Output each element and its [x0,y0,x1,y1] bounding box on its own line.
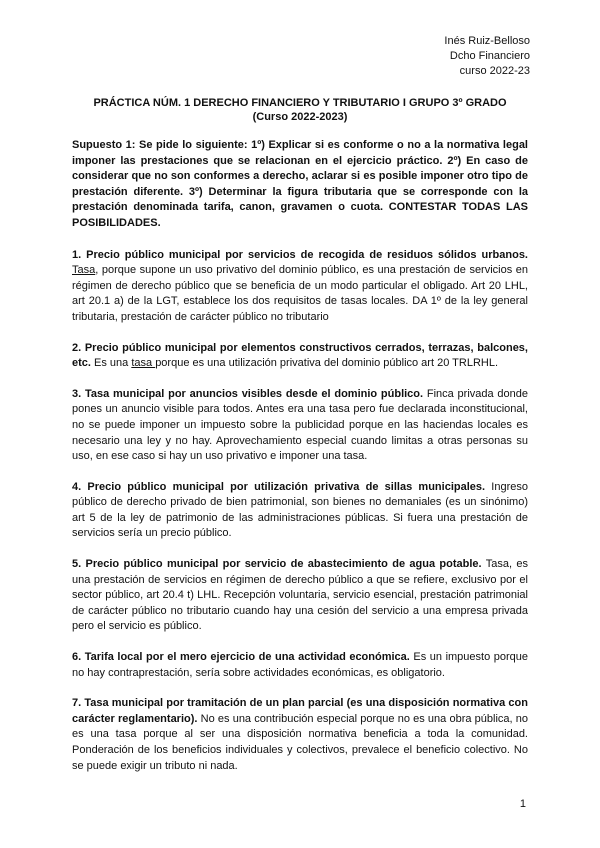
item-heading: 6. Tarifa local por el mero ejercicio de una actividad económica. [72,651,410,664]
list-item-5 [72,557,528,635]
intro-paragraph: Supuesto 1: Se pide lo siguiente: 1º) Explicar si es conforme o no a la normativa legal imponer las prestaciones que se relacionan en el ejercicio práctico. 2º) En caso de considerar que no son conformes a derecho, aclarar si es posible imponer otro tipo de prestación diferente. 3º) Determinar la figura tributaria que se corresponde con la prestación denominada tarifa, canon, gravamen o cuota. CONTESTAR TODAS LAS POSIBILIDADES. [72,139,528,229]
author-name: Inés Ruiz-Belloso [444,35,530,47]
item-heading: 4. Precio público municipal por utilización privativa de sillas municipales. [72,480,486,493]
item-heading: 5. Precio público municipal por servicio de abastecimiento de agua potable. [72,558,482,571]
item-heading: 3. Tasa municipal por anuncios visibles desde el dominio público. [72,387,424,400]
item-body: porque es una utilización privativa del dominio público art 20 TRLRHL. [155,357,499,370]
item-pre: Es una [90,357,132,370]
item-heading: 1. Precio público municipal por servicios de recogida de residuos sólidos urbanos. [72,248,528,261]
subject-name: Dcho Financiero [449,50,530,62]
list-item-7 [72,696,528,774]
item-body: Es un impuesto porque no hay contraprestación, sería sobre actividades económicas, es obligatorio. [72,651,528,679]
list-item-4 [72,480,528,542]
document-title [72,96,528,124]
list-item-2 [72,341,528,372]
item-heading: 7. Tasa municipal por tramitación de un plan parcial (es una disposición normativa con carácter reglamentario). [72,697,528,725]
list-item-1 [72,248,528,326]
item-heading: 2. Precio público municipal por elementos constructivos cerrados, terrazas, balcones, etc. [72,341,528,370]
document-body [72,138,528,789]
item-body: Tasa, es una prestación de servicios en régimen de derecho público a que se refiere, exclusivo por el sector público, art 20.4 t) LHL. Recepción voluntaria, servicio esencial, prestación patrimonial de carácter público no tributario cuando hay una cesión del servicio a una empresa privada pero el servicio es público. [72,558,528,633]
page-number: 1 [519,798,526,810]
list-item-3 [72,387,528,465]
item-lead: tasa [131,357,156,370]
course-year: curso 2022-23 [459,65,530,77]
item-body: No es una contribución especial porque no es una obra pública, no es una tasa porque al ser una disposición normativa beneficia a toda la comunidad. Ponderación de los beneficios individuales y colectivos, prevalece el beneficio colectivo. No se puede exigir un tributo ni nada. [72,712,528,772]
item-body: Finca privada donde pones un anuncio visible para todos. Antes era una tasa pero fue declarada inconstitucional, no se puede imponer un impuesto sobre la publicidad porque en las haciendas locales es necesario una ley y no hay. Aprovechamiento especial cuando limitas a otras personas su uso, en ese caso si hay un uso privativo e imponer una tasa. [72,387,529,463]
item-lead: Tasa [72,264,96,277]
title-line-2: (Curso 2022-2023) [252,111,348,123]
document-header [444,34,530,79]
title-line-1: PRÁCTICA NÚM. 1 DERECHO FINANCIERO Y TRIBUTARIO I GRUPO 3º GRADO [93,97,507,109]
item-body: , porque supone un uso privativo del dominio público, es una prestación de servicios en régimen de derecho público que se beneficia de un modo particular el obligado. Art 20 LHL, art 20.1 a) de la LGT, establece los dos requisitos de tasas locales. DA 1º de la ley general tributaria, prestación de carácter público no tributario [72,264,528,323]
item-body: Ingreso público de derecho privado de bien patrimonial, son bienes no demaniales (es un sinónimo) art 5 de la ley de patrimonio de las administraciones públicas. Si fuera una prestación de servicios sería un precio público. [72,480,528,540]
list-item-6 [72,650,528,681]
